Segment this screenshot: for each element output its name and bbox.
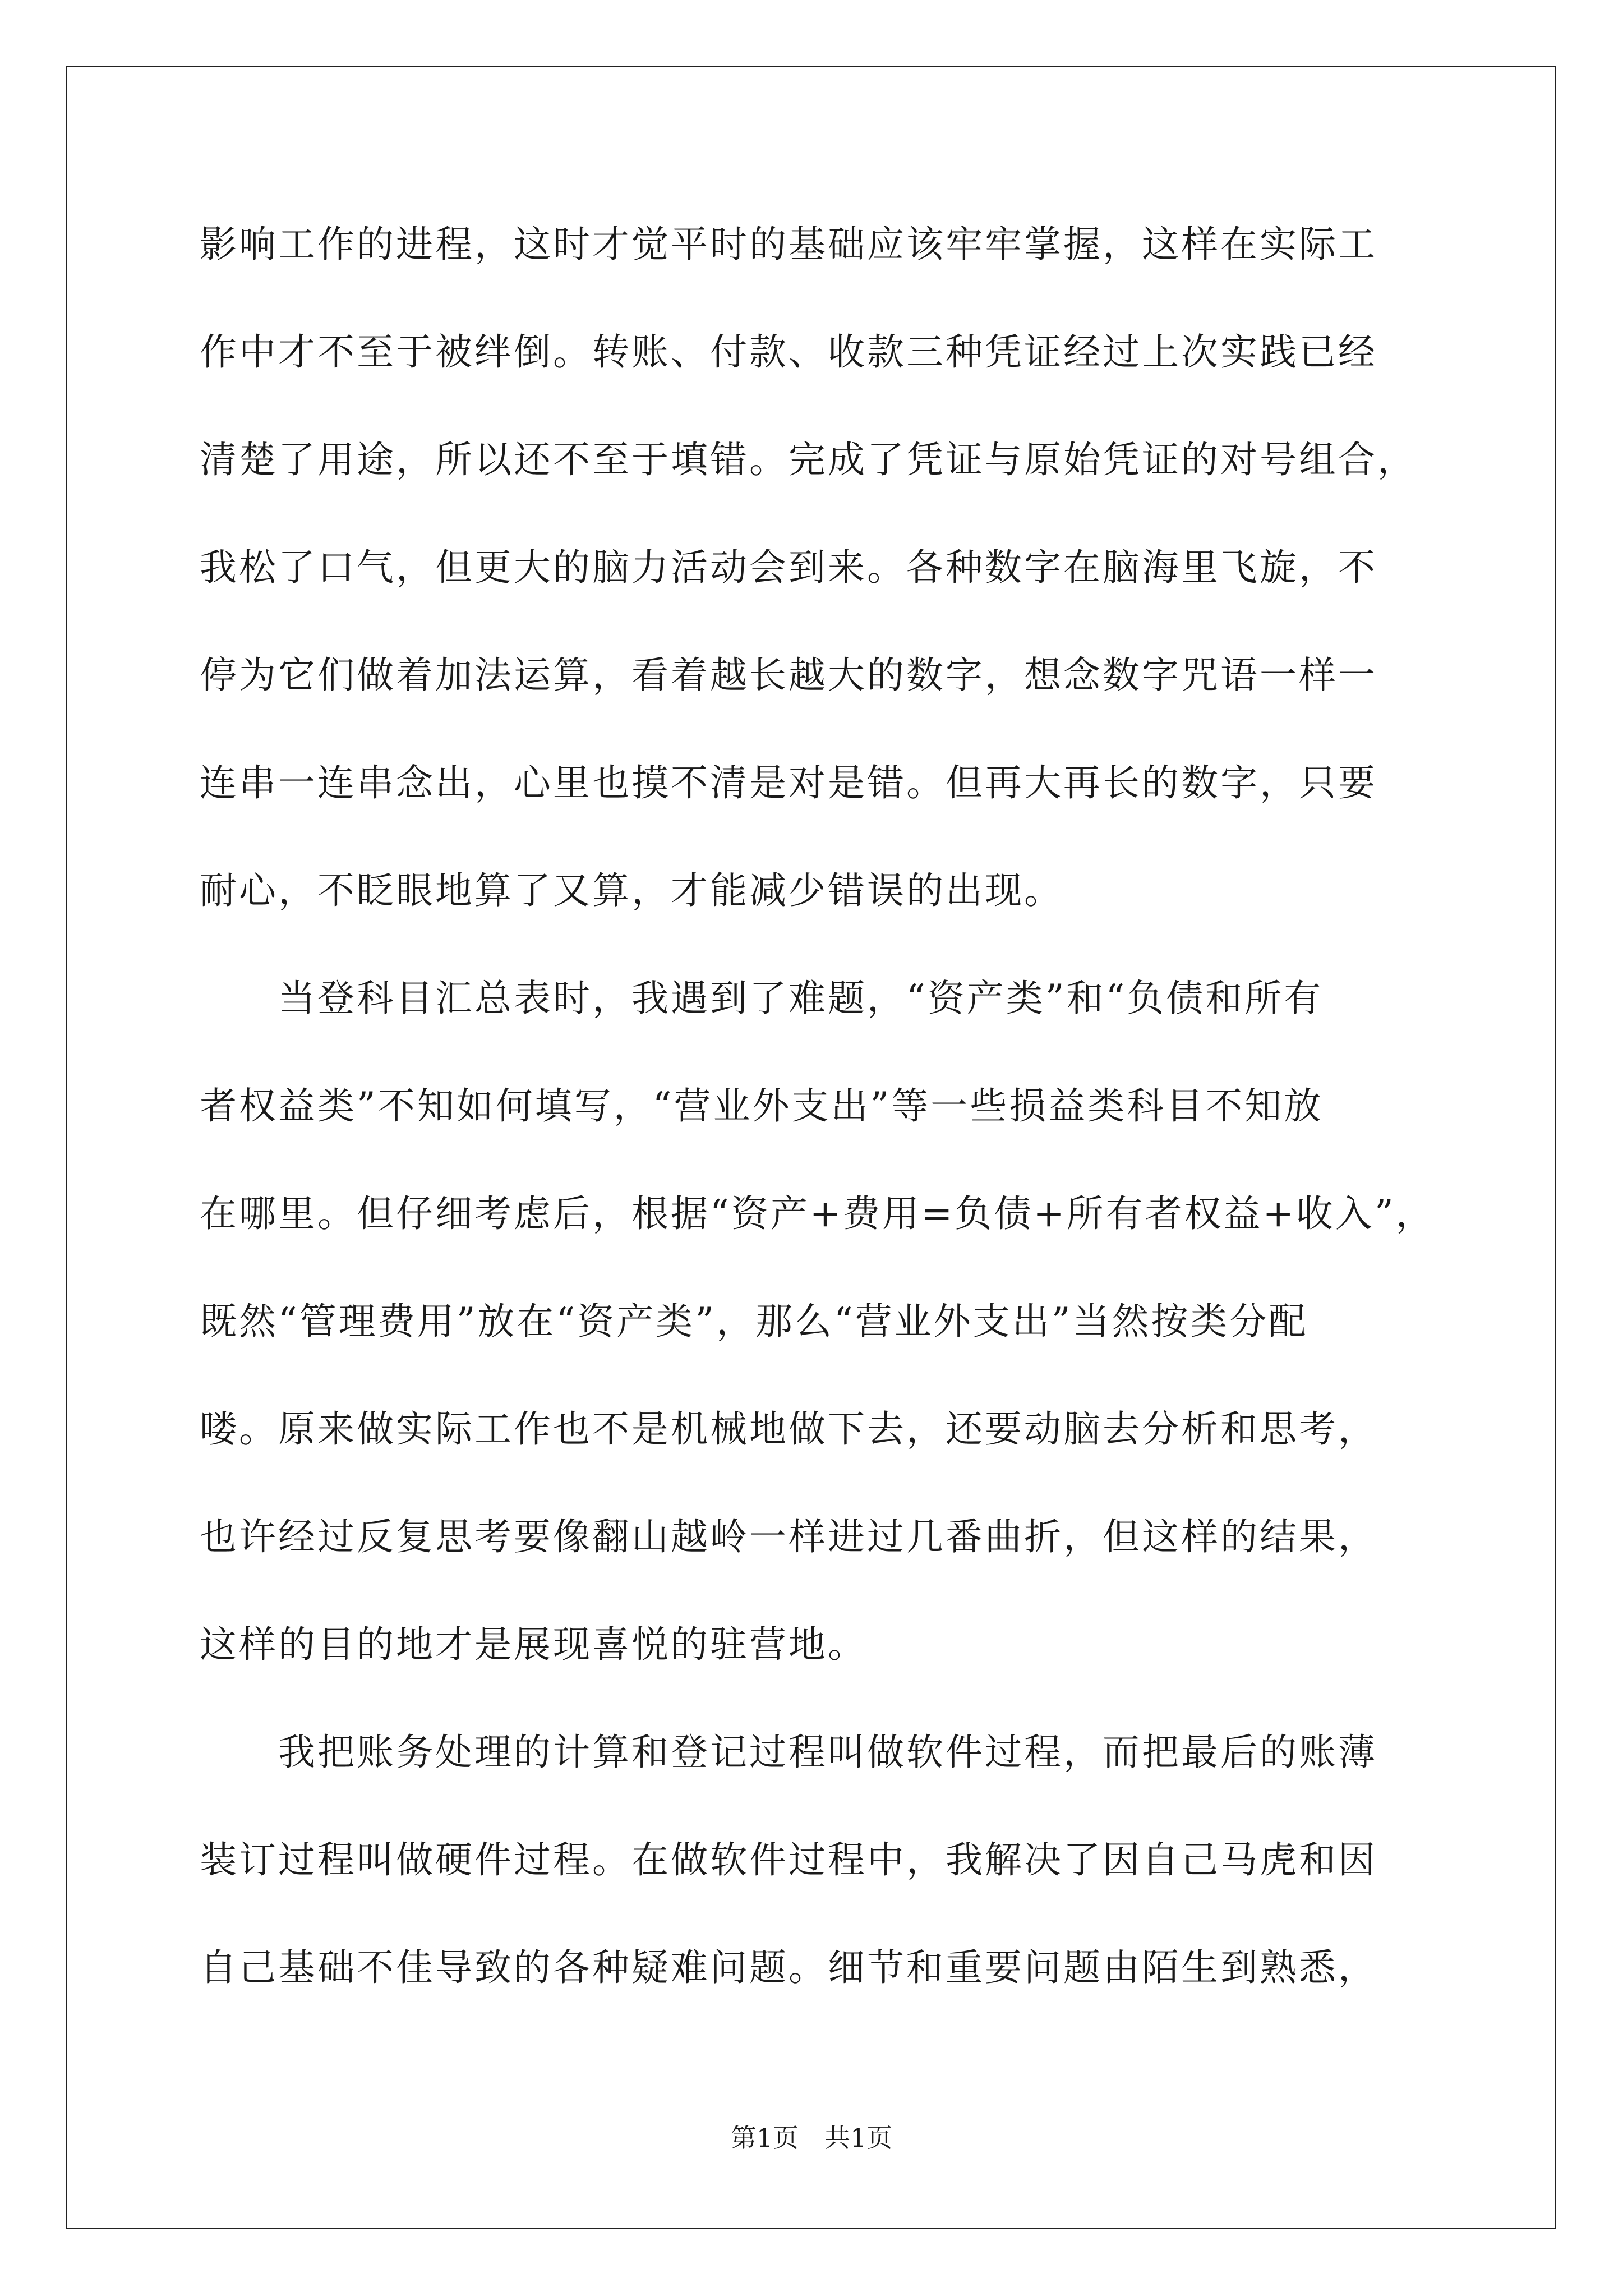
page-number-footer: 第1页 共1页 [730, 2123, 893, 2153]
text-line: 者权益类”不知如何填写，“营业外支出”等一些损益类科目不知放 [200, 1084, 1324, 1128]
paragraph-2 [200, 945, 1435, 1699]
text-line: 在哪里。但仔细考虑后，根据“资产+费用=负债+所有者权益+收入”， [200, 1192, 1435, 1235]
paragraph-1 [200, 191, 1422, 945]
text-line: 当登科目汇总表时，我遇到了难题，“资产类”和“负债和所有 [278, 977, 1324, 1020]
text-line: 也许经过反复思考要像翻山越岭一样进过几番曲折，但这样的结果， [200, 1515, 1377, 1558]
text-line: 连串一连串念出，心里也摸不清是对是错。但再大再长的数字，只要 [200, 761, 1377, 804]
text-line: 自己基础不佳导致的各种疑难问题。细节和重要问题由陌生到熟悉， [200, 1946, 1377, 1989]
text-line: 装订过程叫做硬件过程。在做软件过程中，我解决了因自己马虎和因 [200, 1838, 1377, 1881]
text-line: 我把账务处理的计算和登记过程叫做软件过程，而把最后的账薄 [278, 1731, 1377, 1774]
text-line: 作中才不至于被绊倒。转账、付款、收款三种凭证经过上次实践已经 [200, 330, 1377, 374]
paragraph-3 [200, 1699, 1422, 2022]
text-line: 停为它们做着加法运算，看着越长越大的数字，想念数字咒语一样一 [200, 654, 1377, 697]
text-line: 喽。原来做实际工作也不是机械地做下去，还要动脑去分析和思考， [200, 1407, 1377, 1451]
text-line: 耐心，不眨眼地算了又算，才能减少错误的出现。 [200, 869, 1063, 912]
text-line: 既然“管理费用”放在“资产类”，那么“营业外支出”当然按类分配 [200, 1300, 1308, 1343]
text-line: 我松了口气，但更大的脑力活动会到来。各种数字在脑海里飞旋，不 [200, 546, 1377, 589]
text-line: 影响工作的进程，这时才觉平时的基础应该牢牢掌握，这样在实际工 [200, 223, 1377, 266]
text-line: 这样的目的地才是展现喜悦的驻营地。 [200, 1623, 867, 1666]
text-line: 清楚了用途，所以还不至于填错。完成了凭证与原始凭证的对号组合， [200, 438, 1417, 481]
